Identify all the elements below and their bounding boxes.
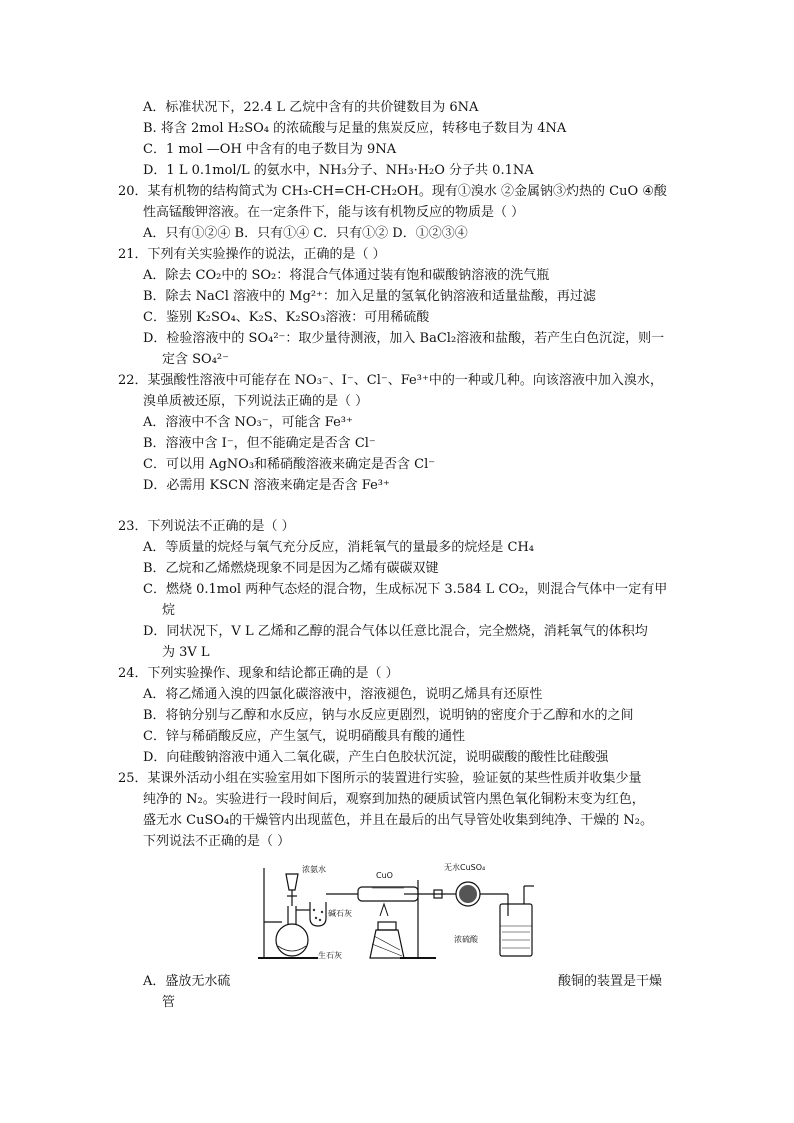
question-25-cont1: 纯净的 N₂。实验进行一段时间后，观察到加热的硬质试管内黑色氧化铜粉末变为红色， [143,792,645,807]
option-23a: A．等质量的烷烃与氧气充分反应，消耗氧气的量最多的烷烃是 CH₄ [143,540,535,555]
question-23: 23．下列说法不正确的是（ ） [118,519,295,534]
option-24a: A．将乙烯通入溴的四氯化碳溶液中，溶液褪色，说明乙烯具有还原性 [143,687,543,702]
option-25a-right: 酸铜的装置是干燥 [558,974,663,989]
option-22d: D．必需用 KSCN 溶液来确定是否含 Fe³⁺ [143,478,390,493]
label-concentrated-h2so4: 浓硫酸 [454,935,478,944]
option-23d-cont: 为 3V L [162,645,210,660]
option-24d: D．向硅酸钠溶液中通入二氧化碳，产生白色胶状沉淀，说明碳酸的酸性比硅酸强 [143,750,609,765]
question-22-cont: 溴单质被还原，下列说法正确的是（ ） [143,394,369,409]
label-concentrated-ammonia: 浓氨水 [302,865,326,874]
option-19d: D．1 L 0.1mol/L 的氨水中，NH₃分子、NH₃·H₂O 分子共 0.1NA [143,163,534,178]
option-19c: C．1 mol —OH 中含有的电子数目为 9NA [143,142,397,157]
options-20: A．只有①②④ B．只有①④ C．只有①② D．①②③④ [143,226,468,241]
option-23c-cont: 烷 [162,603,176,618]
option-21d: D．检验溶液中的 SO₄²⁻：取少量待测液，加入 BaCl₂溶液和盐酸，若产生白色沉淀，则一 [143,331,665,346]
question-21: 21．下列有关实验操作的说法，正确的是（ ） [118,247,386,262]
option-25a-cont: 管 [162,995,176,1010]
question-25-cont3: 下列说法不正确的是（ ） [143,834,291,849]
option-23d: D．同状况下，V L 乙烯和乙醇的混合气体以任意比混合，完全燃烧，消耗氧气的体积均 [143,624,648,639]
option-21c: C．鉴别 K₂SO₄、K₂S、K₂SO₃溶液：可用稀硫酸 [143,310,430,325]
option-23b: B．乙烷和乙烯燃烧现象不同是因为乙烯有碳碳双键 [143,561,439,576]
option-22a: A．溶液中不含 NO₃⁻，可能含 Fe³⁺ [143,415,353,430]
option-21b: B．除去 NaCl 溶液中的 Mg²⁺：加入足量的氢氧化钠溶液和适量盐酸，再过滤 [143,289,596,304]
option-19b: B. 将含 2mol H₂SO₄ 的浓硫酸与足量的焦炭反应，转移电子数目为 4NA [143,121,567,136]
question-25: 25．某课外活动小组在实验室用如下图所示的装置进行实验，验证氨的某些性质并收集少量 [118,771,642,786]
label-cuo: CuO [376,871,393,880]
question-20-cont: 性高锰酸钾溶液。在一定条件下，能与该有机物反应的物质是（ ） [143,205,525,220]
option-21d-cont: 定含 SO₄²⁻ [162,352,229,367]
label-anhydrous-cuso4: 无水CuSO₄ [444,863,486,872]
label-quicklime: 生石灰 [318,951,342,960]
option-22b: B．溶液中含 I⁻，但不能确定是否含 Cl⁻ [143,436,376,451]
option-23c: C．燃烧 0.1mol 两种气态烃的混合物，生成标况下 3.584 L CO₂，则混合气体中一定有甲 [143,582,668,597]
option-19a: A．标准状况下，22.4 L 乙烷中含有的共价键数目为 6NA [143,100,479,115]
question-22: 22．某强酸性溶液中可能存在 NO₃⁻、I⁻、Cl⁻、Fe³⁺中的一种或几种。向该溶液中加入溴水， [118,373,663,388]
question-24: 24．下列实验操作、现象和结论都正确的是（ ） [118,666,399,681]
option-24c: C．锌与稀硝酸反应，产生氢气，说明硝酸具有酸的通性 [143,729,465,744]
question-20: 20．某有机物的结构简式为 CH₃-CH=CH-CH₂OH。现有①溴水 ②金属钠③灼热的 CuO ④酸 [118,184,667,199]
option-24b: B．将钠分别与乙醇和水反应，钠与水反应更剧烈，说明钠的密度介于乙醇和水的之间 [143,708,634,723]
question-25-cont2: 盛无水 CuSO₄的干燥管内出现蓝色，并且在最后的出气导管处收集到纯净、干燥的 N₂。 [143,813,653,828]
option-22c: C．可以用 AgNO₃和稀硝酸溶液来确定是否含 Cl⁻ [143,457,436,472]
ammonia-apparatus-diagram [258,860,536,964]
option-25a: A．盛放无水硫 [143,974,231,989]
option-21a: A．除去 CO₂中的 SO₂：将混合气体通过装有饱和碳酸钠溶液的洗气瓶 [143,268,550,283]
label-soda-lime: 碱石灰 [328,909,352,918]
